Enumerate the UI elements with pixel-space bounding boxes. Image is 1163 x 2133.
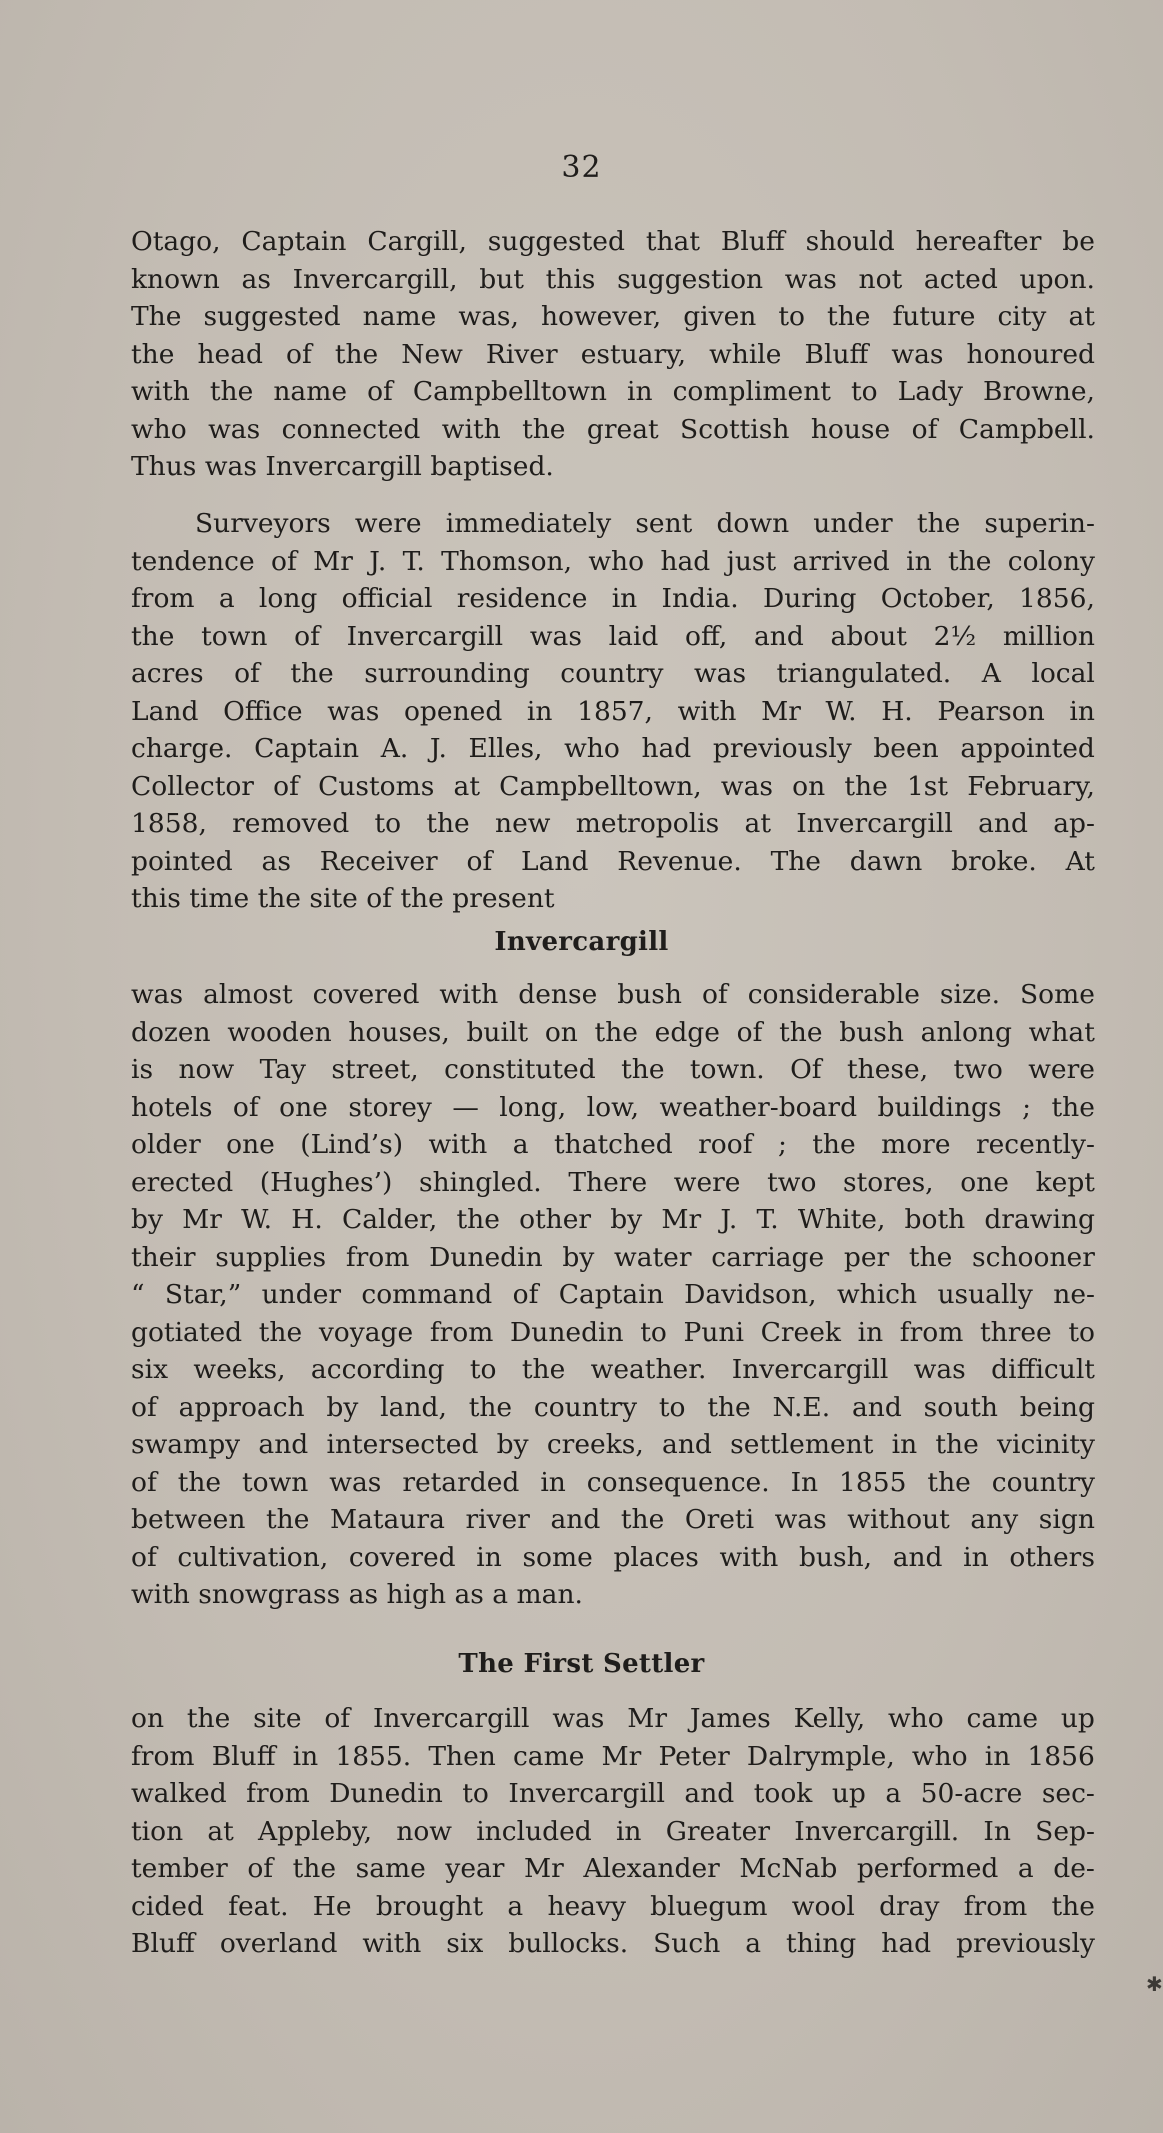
text-line: Surveyors were immediately sent down under the superin-	[195, 508, 1095, 539]
text-line: by Mr W. H. Calder, the other by Mr J. T. White, both drawing	[131, 1204, 1095, 1235]
text-line: 1858, removed to the new metropolis at Invercargill and ap-	[131, 808, 1095, 839]
text-line: was almost covered with dense bush of considerable size. Some	[131, 979, 1095, 1010]
text-line: from Bluff in 1855. Then came Mr Peter Dalrymple, who in 1856	[131, 1740, 1095, 1772]
text-line: who was connected with the great Scottish house of Campbell.	[131, 413, 1095, 445]
text-line: on the site of Invercargill was Mr James Kelly, who came up	[131, 1703, 1095, 1734]
text-line: tion at Appleby, now included in Greater Invercargill. In Sep-	[131, 1815, 1095, 1847]
text-line: walked from Dunedin to Invercargill and took up a 50-acre sec-	[131, 1778, 1095, 1809]
text-line: of cultivation, covered in some places with bush, and in others	[131, 1541, 1095, 1573]
text-line: tember of the same year Mr Alexander McNab performed a de-	[131, 1853, 1095, 1884]
text-line: their supplies from Dunedin by water carriage per the schooner	[131, 1241, 1095, 1273]
paragraph-2	[131, 505, 1095, 918]
text-line: six weeks, according to the weather. Invercargill was difficult	[131, 1354, 1095, 1385]
text-line: dozen wooden houses, built on the edge of the bush anlong what	[131, 1016, 1095, 1048]
text-line: cided feat. He brought a heavy bluegum wool dray from the	[131, 1890, 1095, 1922]
text-line: “ Star,” under command of Captain Davidson, which usually ne-	[131, 1279, 1095, 1310]
text-line: Otago, Captain Cargill, suggested that Bluff should hereafter be	[131, 226, 1095, 257]
text-line: swampy and intersected by creeks, and settlement in the vicinity	[131, 1429, 1095, 1460]
text-line: acres of the surrounding country was triangulated. A local	[131, 658, 1095, 689]
text-line: with the name of Campbelltown in compliment to Lady Browne,	[131, 376, 1095, 407]
text-line: between the Mataura river and the Oreti was without any sign	[131, 1504, 1095, 1535]
text-line: the head of the New River estuary, while Bluff was honoured	[131, 338, 1095, 370]
text-line: older one (Lind’s) with a thatched roof ; the more recently-	[131, 1129, 1095, 1160]
text-line: gotiated the voyage from Dunedin to Puni Creek in from three to	[131, 1316, 1095, 1348]
paragraph-1	[131, 223, 1095, 486]
section-heading-first-settler: The First Settler	[458, 1649, 705, 1679]
text-line: erected (Hughes’) shingled. There were two stores, one kept	[131, 1166, 1095, 1198]
text-line: The suggested name was, however, given to the future city at	[131, 301, 1095, 332]
text-line: pointed as Receiver of Land Revenue. The dawn broke. At	[131, 845, 1095, 877]
text-line: known as Invercargill, but this suggestion was not acted upon.	[131, 263, 1095, 295]
text-line: from a long official residence in India. During October, 1856,	[131, 583, 1095, 614]
text-line: Collector of Customs at Campbelltown, was on the 1st February,	[131, 770, 1095, 802]
text-line: Thus was Invercargill baptised.	[131, 451, 554, 482]
text-line: Land Office was opened in 1857, with Mr W. H. Pearson in	[131, 695, 1095, 727]
section-heading-invercargill: Invercargill	[494, 927, 669, 957]
paragraph-3	[131, 976, 1095, 1614]
paper-speck-mark: ✱	[1146, 1972, 1163, 1996]
text-line: with snowgrass as high as a man.	[131, 1579, 583, 1610]
text-line: of the town was retarded in consequence. In 1855 the country	[131, 1466, 1095, 1498]
text-line: of approach by land, the country to the N.E. and south being	[131, 1391, 1095, 1423]
paragraph-4	[131, 1700, 1095, 1963]
text-line: charge. Captain A. J. Elles, who had previously been appointed	[131, 733, 1095, 764]
text-line: this time the site of the present	[131, 883, 555, 914]
text-line: hotels of one storey — long, low, weather-board buildings ; the	[131, 1091, 1095, 1123]
page-number: 32	[561, 150, 602, 185]
text-line: the town of Invercargill was laid off, and about 2½ million	[131, 620, 1095, 652]
text-line: is now Tay street, constituted the town. Of these, two were	[131, 1054, 1095, 1085]
text-line: tendence of Mr J. T. Thomson, who had just arrived in the colony	[131, 545, 1095, 577]
text-line: Bluff overland with six bullocks. Such a thing had previously	[131, 1928, 1095, 1959]
